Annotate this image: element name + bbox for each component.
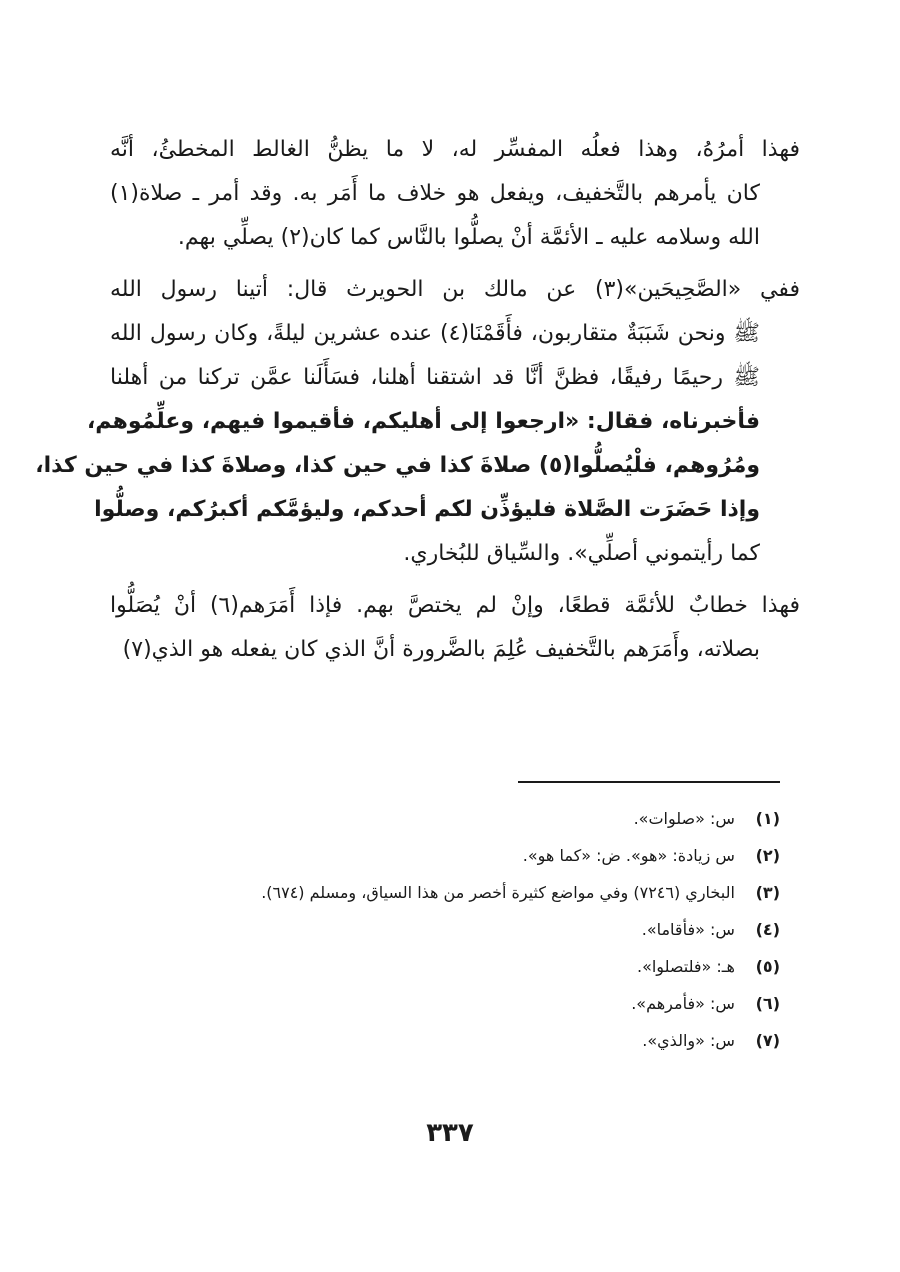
footnote-text: س: «فأمرهم». [631,994,735,1013]
footnote-text: البخاري (٧٢٤٦) وفي مواضع كثيرة أخصر من هذا السياق، ومسلم (٦٧٤). [261,883,735,902]
footnote-number: (٥) [755,957,780,976]
footnotes [100,800,780,1059]
footnote-item [100,985,780,1022]
text-line: ففي «الصَّحِيحَين»(٣) عن مالك بن الحويرث قال: أتينا رسول الله [110,277,800,302]
hadith-line: وإذا حَضَرَت الصَّلاة فليؤذِّن لكم أحدكم، وليؤمَّكم أكبرُكم، وصلُّوا [94,497,760,522]
footnote-number: (٣) [755,883,780,902]
footnote-item [100,911,780,948]
page-number: ٣٣٧ [426,1118,474,1148]
text-line: بصلاته، وأَمَرَهم بالتَّخفيف عُلِمَ بالضَّرورة أنَّ الذي كان يفعله هو الذي(٧) [122,637,760,662]
footnote-number: (٦) [755,994,780,1013]
paragraph-3 [110,584,800,672]
footnote-item [100,948,780,985]
text-line: كان يأمرهم بالتَّخفيف، ويفعل هو خلاف ما أَمَر به. وقد أمر ـ صلاة(١) [110,181,760,206]
footnote-text: س زيادة: «هو». ض: «كما هو». [522,846,735,865]
paragraph-2 [35,268,800,576]
hadith-line: فأخبرناه، فقال: «ارجعوا إلى أهليكم، فأقيموا فيهم، وعلِّمُوهم، [86,409,760,434]
main-text [35,128,800,680]
footnote-text: س: «صلوات». [633,809,735,828]
hadith-line: كما رأيتموني أصلِّي». والسِّياق للبُخاري. [403,541,760,566]
hadith-line: ومُرُوهم، فلْيُصلُّوا(٥) صلاةَ كذا في حين كذا، وصلاةَ كذا في حين كذا، [35,453,760,478]
text-line: الله وسلامه عليه ـ الأئمَّة أنْ يصلُّوا بالنَّاس كما كان(٢) يصلِّي بهم. [177,225,760,250]
text-line: ﷺ رحيمًا رفيقًا، فظنَّ أنَّا قد اشتقنا أهلنا، فسَأَلَنا عمَّن تركنا من أهلنا [110,365,760,390]
footnote-item [100,1022,780,1059]
footnote-item [100,837,780,874]
paragraph-1 [110,128,800,260]
footnote-item [100,874,780,911]
footnote-number: (١) [755,809,780,828]
footnote-item [100,800,780,837]
text-line: ﷺ ونحن شَبَبَةٌ متقاربون، فأَقَمْنَا(٤) عنده عشرين ليلةً، وكان رسول الله [110,321,761,346]
text-line: فهذا أمرُهُ، وهذا فعلُه المفسِّر له، لا ما يظنُّ الغالط المخطئُ، أنَّه [110,137,800,162]
footnote-text: س: «فأقاما». [641,920,735,939]
footnote-separator [518,781,780,783]
footnote-text: هـ: «فلتصلوا». [636,957,735,976]
footnote-text: س: «والذي». [642,1031,735,1050]
footnote-number: (٢) [755,846,780,865]
footnote-number: (٧) [755,1031,780,1050]
footnote-number: (٤) [755,920,780,939]
text-line: فهذا خطابٌ للأئمَّة قطعًا، وإنْ لم يختصَّ بهم. فإذا أَمَرَهم(٦) أنْ يُصَلُّوا [110,593,800,618]
